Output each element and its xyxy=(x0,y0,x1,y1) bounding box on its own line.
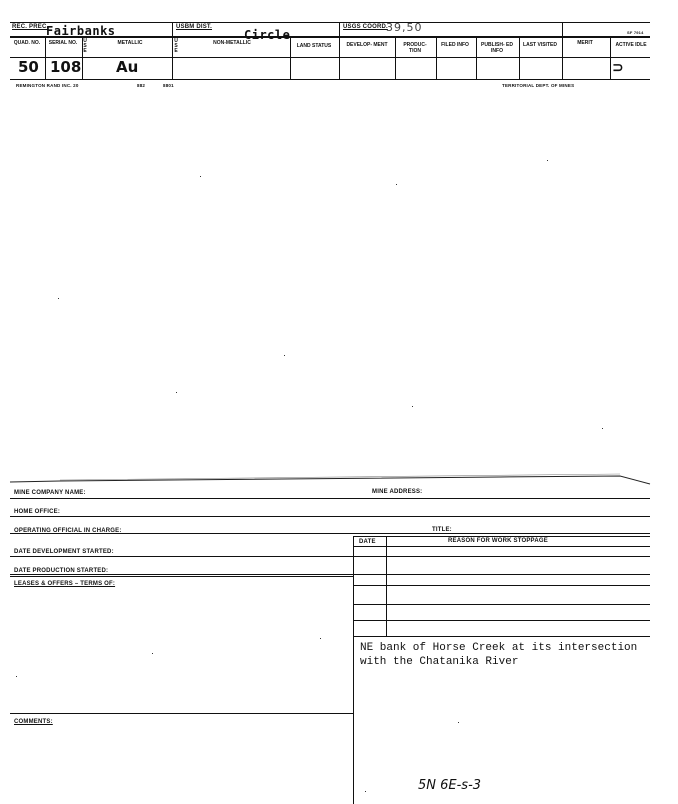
rec-prec-value: Fairbanks xyxy=(46,24,116,38)
scan-speck xyxy=(16,676,17,677)
rec-prec-label: REC. PREC. xyxy=(12,24,49,30)
scan-speck xyxy=(284,355,285,356)
usbm-dist-value: Circle xyxy=(244,28,291,42)
mine-address-label: MINE ADDRESS: xyxy=(372,489,423,495)
col-land-status: LAND STATUS xyxy=(296,43,332,49)
date-production-label: DATE PRODUCTION STARTED: xyxy=(14,568,109,574)
scan-speck xyxy=(58,298,59,299)
location-line-1: NE bank of Horse Creek at its intersection xyxy=(360,642,638,654)
scan-speck xyxy=(547,160,548,161)
col-metallic-use: U S E xyxy=(83,38,87,54)
col-active-idle: ACTIVE IDLE xyxy=(615,42,647,48)
col-production: PRODUC- TION xyxy=(403,42,427,54)
col-nonmetallic-use: U S E xyxy=(174,38,178,54)
col-serial-no: SERIAL NO. xyxy=(48,40,78,46)
col-last-visited: LAST VISITED xyxy=(523,42,557,48)
rule-dev-started xyxy=(10,556,650,557)
rule-values-top xyxy=(10,57,650,58)
col-div-11 xyxy=(610,37,611,79)
title-label: TITLE: xyxy=(432,527,452,533)
col-quad-no: QUAD. NO. xyxy=(13,40,41,46)
value-metallic: Au xyxy=(116,58,139,76)
scan-speck xyxy=(412,406,413,407)
mine-company-name-label: MINE COMPANY NAME: xyxy=(14,490,86,496)
col-nonmetallic: NON-METALLIC xyxy=(213,40,251,46)
date-column-header: DATE xyxy=(359,539,376,545)
split-divider xyxy=(353,536,354,804)
strip-code1: 882 xyxy=(137,83,146,88)
value-quad-no: 50 xyxy=(18,58,39,76)
card-edge xyxy=(0,470,678,494)
rule-prod-started-2 xyxy=(10,576,353,577)
col-div-9 xyxy=(519,37,520,79)
lower-form xyxy=(0,470,678,804)
col-div-5 xyxy=(339,22,340,79)
usgs-coord-value: 39,50 xyxy=(386,21,423,34)
rule-reason-2 xyxy=(353,604,650,605)
col-metallic: METALLIC xyxy=(117,40,143,46)
header-card xyxy=(0,0,678,100)
strip-left: REMINGTON RAND INC. 20 xyxy=(16,83,79,88)
scan-speck xyxy=(200,176,201,177)
col-div-1 xyxy=(45,37,46,79)
col-published-info: PUBLISH- ED INFO xyxy=(481,42,513,54)
rule-reason-4 xyxy=(353,636,650,637)
usgs-coord-label: USGS COORD. xyxy=(343,24,388,30)
operating-official-label: OPERATING OFFICIAL IN CHARGE: xyxy=(14,528,122,534)
rule-date-subhead xyxy=(353,546,650,547)
scan-speck xyxy=(396,184,397,185)
col-div-8 xyxy=(476,37,477,79)
scan-speck xyxy=(602,428,603,429)
date-col-divider xyxy=(386,536,387,636)
scan-speck xyxy=(365,791,366,792)
comments-label: COMMENTS: xyxy=(14,719,53,725)
reason-column-header: REASON FOR WORK STOPPAGE xyxy=(448,538,548,544)
strip-code2: 8801 xyxy=(163,83,174,88)
col-div-6 xyxy=(395,37,396,79)
scan-speck xyxy=(458,722,459,723)
scan-speck xyxy=(176,392,177,393)
value-serial-no: 108 xyxy=(50,58,82,76)
strip-right: TERRITORIAL DEPT. OF MINES xyxy=(502,83,575,88)
rule-company xyxy=(10,498,650,499)
home-office-label: HOME OFFICE: xyxy=(14,509,61,515)
location-line-2: with the Chatanika River xyxy=(360,656,519,668)
scan-speck xyxy=(320,638,321,639)
rule-values-bottom xyxy=(10,79,650,80)
leases-offers-label: LEASES & OFFERS – TERMS OF: xyxy=(14,581,116,587)
rule-prod-started xyxy=(10,574,650,575)
rule-reason-3 xyxy=(353,620,650,621)
rule-home-office xyxy=(10,516,650,517)
value-active-idle: ⊃ xyxy=(612,60,624,76)
col-filed-info: FILED INFO xyxy=(441,42,469,48)
rule-comments xyxy=(10,713,353,714)
col-div-7 xyxy=(436,37,437,79)
date-development-label: DATE DEVELOPMENT STARTED: xyxy=(14,549,114,555)
col-merit: MERIT xyxy=(577,40,593,46)
usbm-dist-label: USBM DIST. xyxy=(176,24,213,30)
col-div-4 xyxy=(290,37,291,79)
handwritten-code: 5N 6E-s-3 xyxy=(418,778,482,793)
rule-date-head xyxy=(353,536,650,537)
col-div-3 xyxy=(172,22,173,79)
col-development: DEVELOP- MENT xyxy=(346,42,388,48)
form-number: SF 7914 xyxy=(627,30,644,35)
scan-speck xyxy=(152,653,153,654)
rule-first-row-top xyxy=(10,22,650,23)
col-div-10 xyxy=(562,22,563,79)
rule-reason-1 xyxy=(353,585,650,586)
